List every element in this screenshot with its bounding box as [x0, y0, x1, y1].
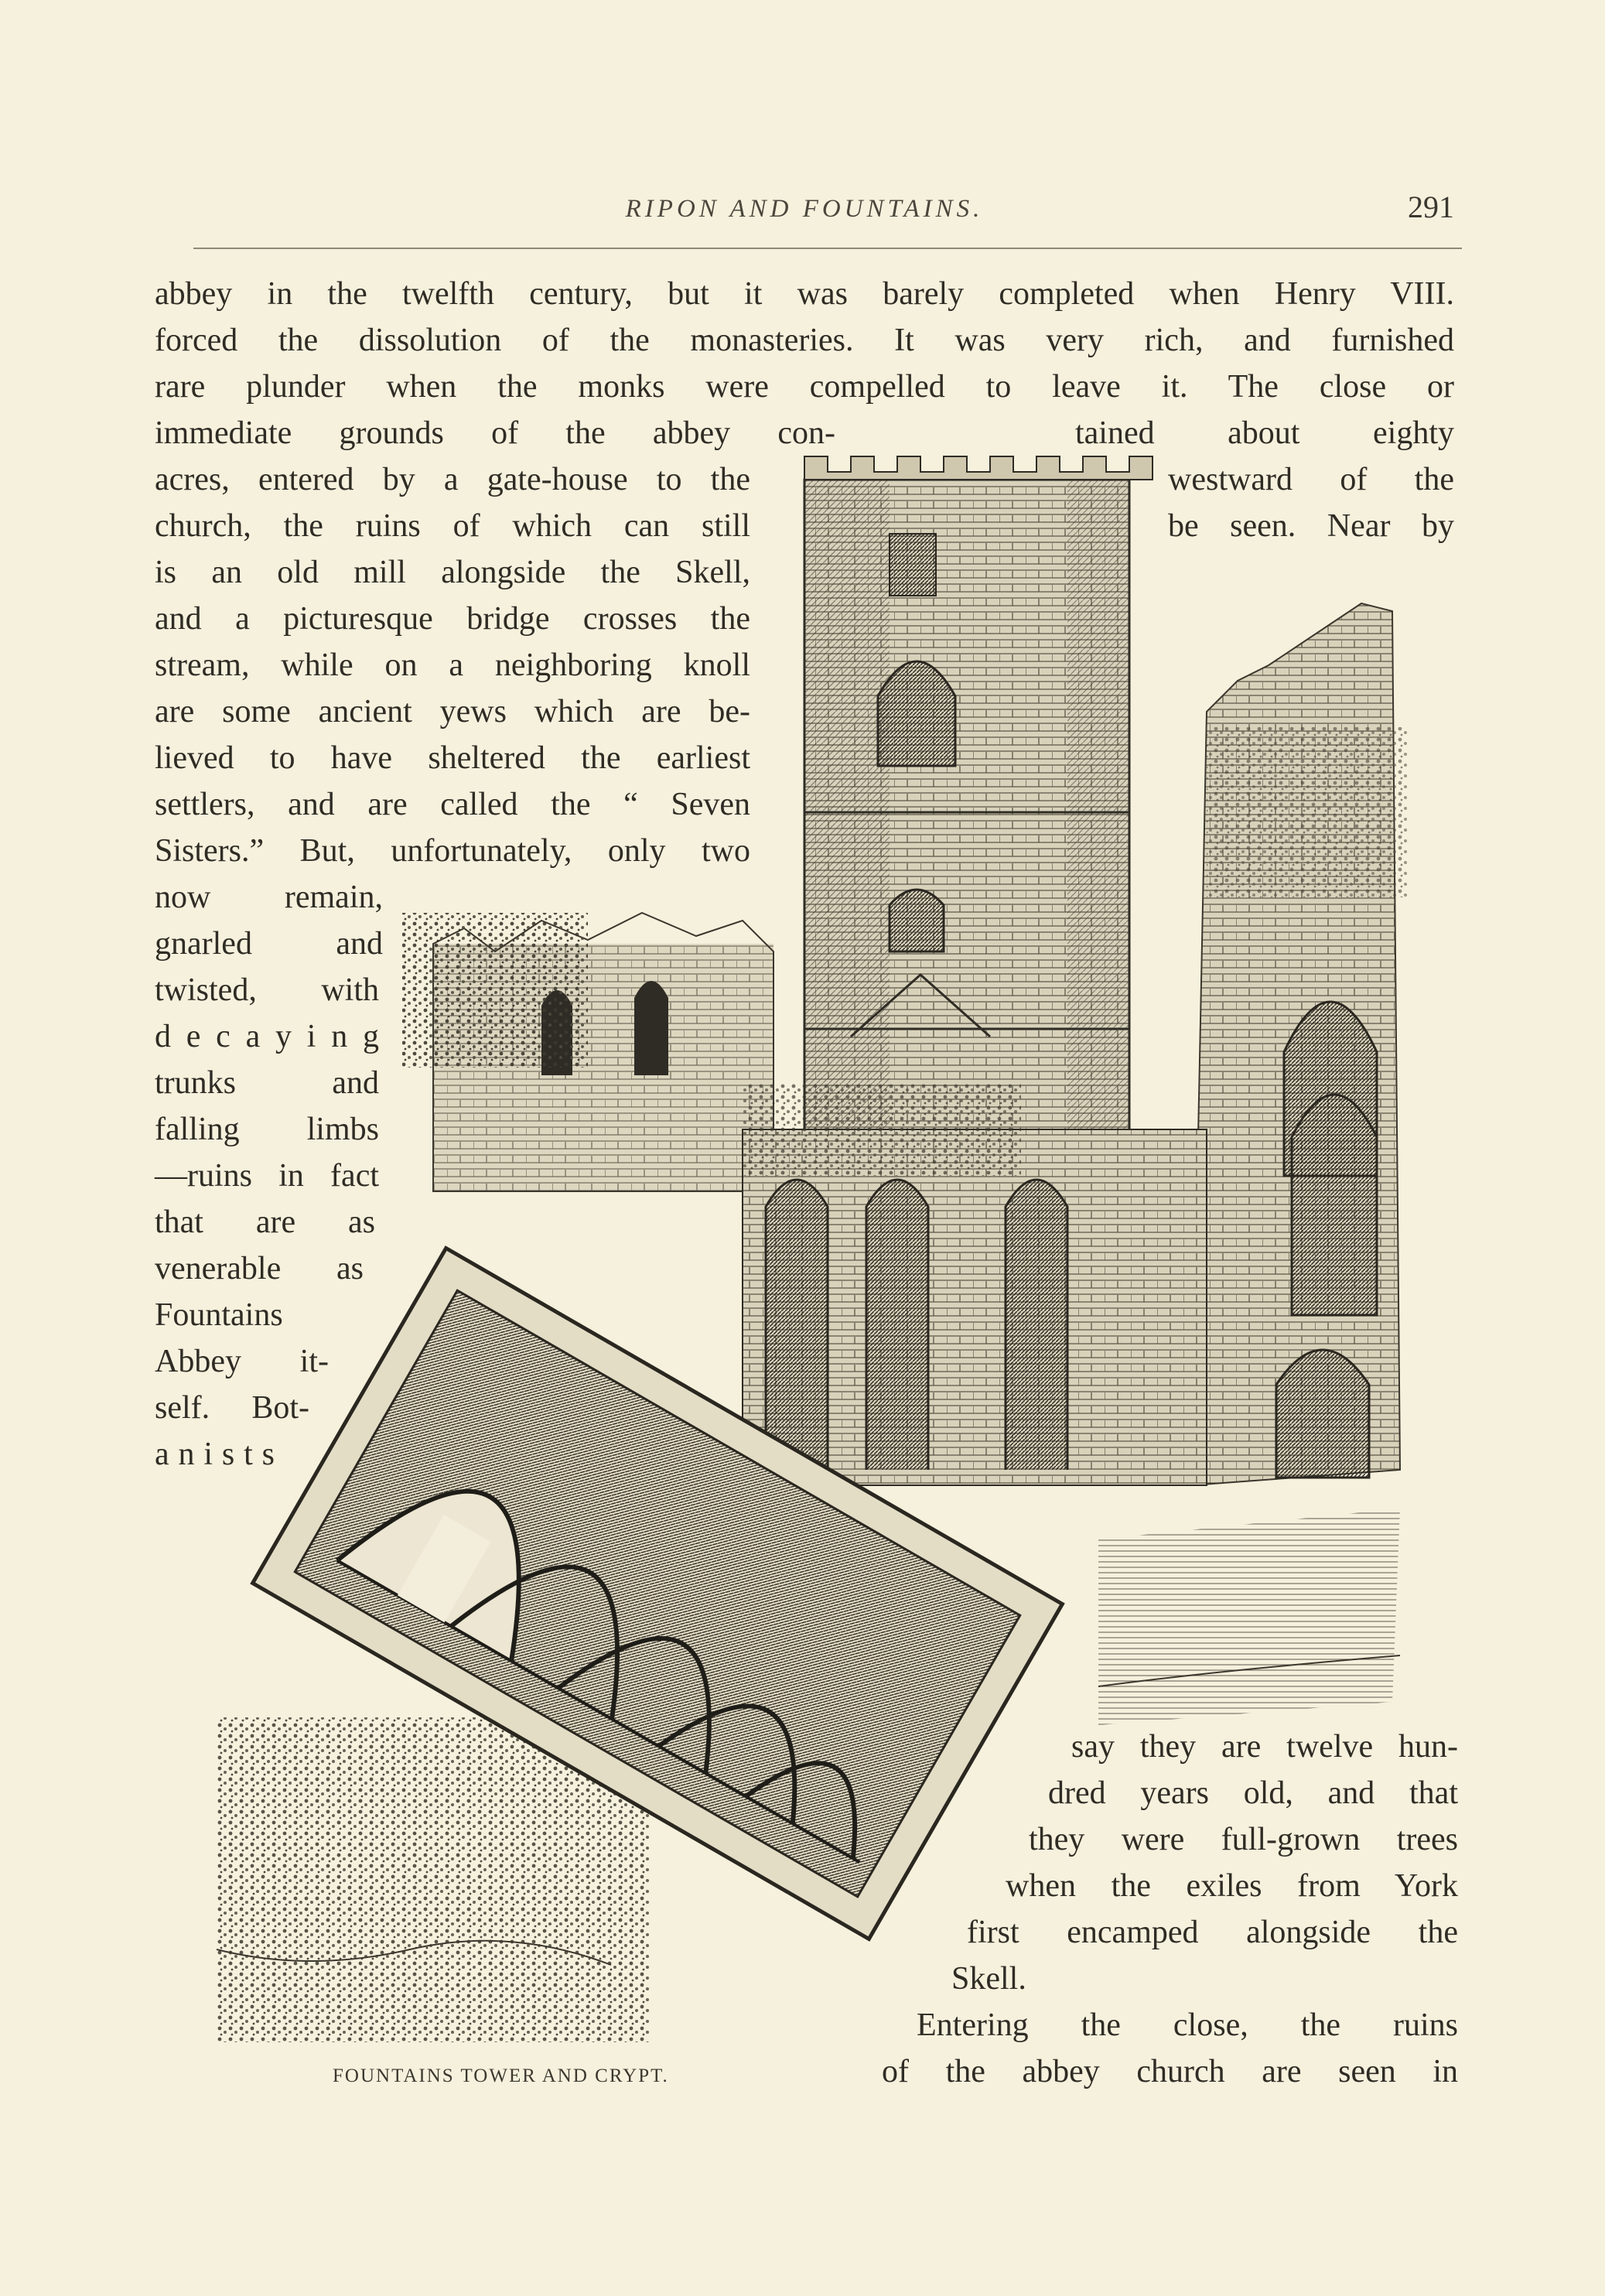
text-line-5b: westward of the [1168, 462, 1454, 497]
text-line-20: —ruins in fact [155, 1158, 379, 1194]
text-line-10: are some ancient yews which are be- [155, 694, 750, 729]
text-line-5a: acres, entered by a gate-house to the [155, 462, 750, 497]
text-line-18: trunks and [155, 1065, 379, 1101]
text-line-26: a n i s t s [155, 1437, 275, 1472]
text-line-12: settlers, and are called the “ Seven [155, 787, 750, 822]
text-line-22: venerable as [155, 1251, 364, 1286]
text-line-19: falling limbs [155, 1112, 379, 1147]
text-line-17: d e c a y i n g [155, 1019, 379, 1054]
text-line-32: Skell. [951, 1961, 1026, 1997]
text-line-29: they were full-grown trees [1029, 1822, 1458, 1857]
text-line-31: first encamped alongside the [967, 1915, 1458, 1950]
text-line-9: stream, while on a neighboring knoll [155, 647, 750, 683]
text-line-15: gnarled and [155, 926, 383, 962]
text-line-1: abbey in the twelfth century, but it was barely completed when Henry VIII. [155, 276, 1454, 312]
text-line-28: dred years old, and that [1048, 1775, 1458, 1811]
text-line-4b: tained about eighty [1075, 415, 1454, 451]
page-number: 291 [1408, 190, 1454, 224]
text-line-25: self. Bot- [155, 1390, 309, 1426]
text-line-30: when the exiles from York [1006, 1868, 1458, 1904]
text-line-16: twisted, with [155, 972, 379, 1008]
text-line-33: Entering the close, the ruins [917, 2007, 1458, 2043]
left-ruins [402, 913, 773, 1191]
text-line-34: of the abbey church are seen in [882, 2054, 1458, 2089]
text-line-6a: church, the ruins of which can still [155, 508, 750, 544]
text-line-4a: immediate grounds of the abbey con- [155, 415, 835, 451]
text-line-8: and a picturesque bridge crosses the [155, 601, 750, 637]
right-ruined-wall [1191, 603, 1408, 1485]
text-line-6b: be seen. Near by [1168, 508, 1454, 544]
text-line-11: lieved to have sheltered the earliest [155, 740, 750, 776]
running-title: RIPON AND FOUNTAINS. [625, 195, 984, 223]
text-line-7: is an old mill alongside the Skell, [155, 555, 750, 590]
text-line-27: say they are twelve hun- [1071, 1729, 1458, 1765]
text-line-21: that are as [155, 1204, 375, 1240]
illustration-caption: FOUNTAINS TOWER AND CRYPT. [333, 2065, 669, 2086]
text-line-24: Abbey it- [155, 1344, 329, 1379]
text-line-23: Fountains [155, 1297, 283, 1333]
text-line-13: Sisters.” But, unfortunately, only two [155, 833, 750, 869]
text-line-14: now remain, [155, 880, 383, 915]
text-line-2: forced the dissolution of the monasteries. It was very rich, and furnished [155, 323, 1454, 358]
nave-arches [743, 1083, 1207, 1485]
text-line-3: rare plunder when the monks were compelled to leave it. The close or [155, 369, 1454, 405]
